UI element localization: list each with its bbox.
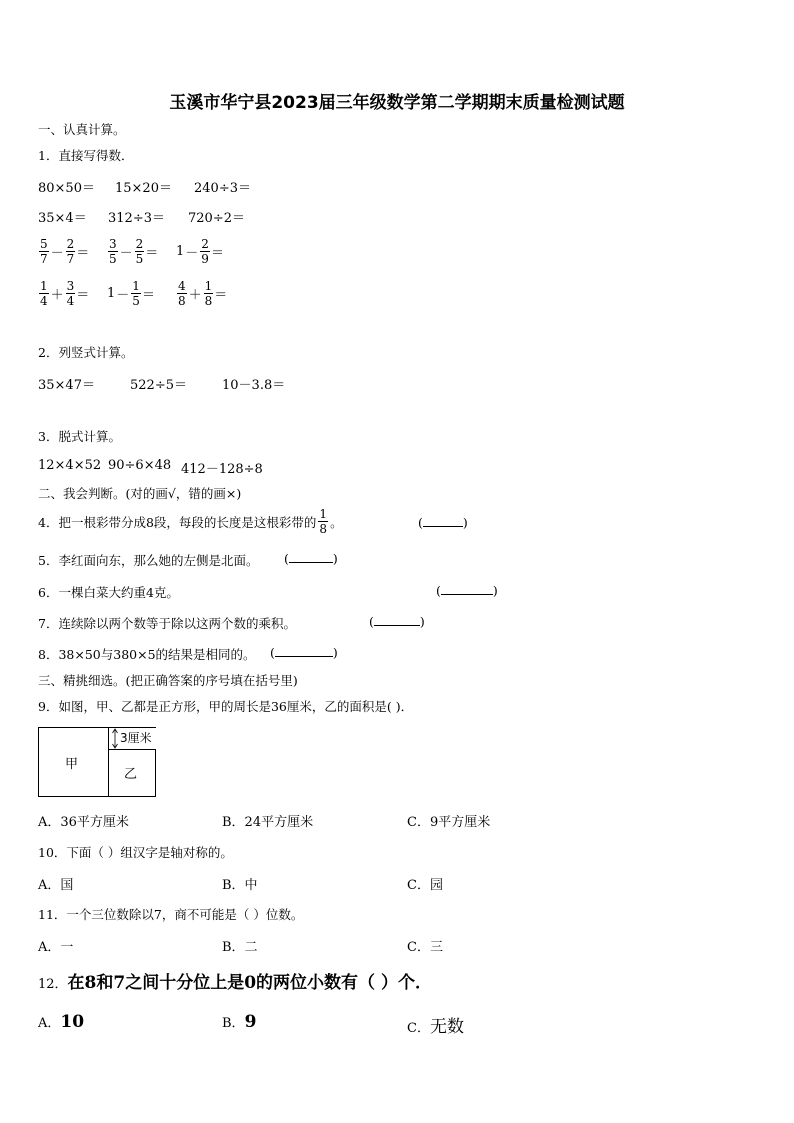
- q8-question: 8．38×50与380×5的结果是相同的。: [38, 647, 256, 662]
- dimension-label: 3厘米: [120, 731, 152, 745]
- q2-item: 10－3.8＝: [222, 378, 286, 393]
- q1-row2-item: 35×4＝: [38, 211, 87, 226]
- fraction: $\frac{1}{8}$: [319, 507, 328, 536]
- q1-row1-item: 240÷3＝: [194, 181, 251, 196]
- fraction: $\frac{1}{4}$: [40, 279, 48, 308]
- square-figure: [38, 724, 168, 800]
- q1-row2-item: 720÷2＝: [188, 211, 245, 226]
- fraction: $\frac{1}{8}$: [204, 279, 213, 308]
- q1-label: 1．直接写得数．: [38, 148, 134, 163]
- fraction: $\frac{1}{5}$: [132, 279, 140, 308]
- fraction: $\frac{4}{8}$: [178, 279, 186, 308]
- section3-heading: 三、精挑细选。(把正确答案的序号填在括号里): [38, 673, 298, 688]
- square-label-big: 甲: [65, 757, 79, 772]
- fraction: $\frac{2}{9}$: [201, 237, 209, 266]
- fraction: $\frac{5}{7}$: [40, 237, 48, 266]
- q3-label: 3．脱式计算。: [38, 429, 121, 444]
- q1-row1-item: 15×20＝: [115, 181, 172, 196]
- fraction: $\frac{3}{5}$: [109, 237, 117, 266]
- answer-blank[interactable]: ( ): [369, 614, 425, 629]
- answer-blank[interactable]: ( ): [284, 551, 338, 566]
- option-b[interactable]: B．24平方厘米: [222, 815, 314, 830]
- q1-fraction-expression: $\frac{5}{7}$ － $\frac{2}{7}$ ＝: [40, 237, 90, 266]
- q4-question: 4．把一根彩带分成8段，每段的长度是这根彩带的 $\frac{1}{8}$ 。: [38, 507, 343, 536]
- option-a[interactable]: A．一: [38, 940, 74, 955]
- q7-question: 7．连续除以两个数等于除以这两个数的乘积。: [38, 616, 296, 631]
- q3-item: 412－128÷8: [181, 462, 263, 477]
- square-label-small: 乙: [124, 767, 138, 782]
- option-c[interactable]: C． 无数: [407, 1017, 464, 1037]
- q11-question: 11．一个三位数除以7，商不可能是（ ）位数。: [38, 907, 304, 922]
- q2-item: 522÷5＝: [130, 378, 187, 393]
- q5-question: 5．李红面向东，那么她的左侧是北面。: [38, 553, 259, 568]
- answer-blank[interactable]: ( ): [418, 515, 468, 530]
- answer-blank[interactable]: ( ): [270, 645, 338, 660]
- q3-item: 90÷6×48: [108, 458, 172, 473]
- q1-fraction-expression: $\frac{1}{4}$ ＋ $\frac{3}{4}$ ＝: [40, 279, 90, 308]
- fraction: $\frac{2}{5}$: [135, 237, 144, 266]
- q10-question: 10．下面（ ）组汉字是轴对称的。: [38, 845, 233, 860]
- q2-label: 2．列竖式计算。: [38, 345, 134, 360]
- q1-row1-item: 80×50＝: [38, 181, 95, 196]
- fraction: $\frac{3}{4}$: [66, 279, 75, 308]
- option-a[interactable]: A．36平方厘米: [38, 815, 129, 830]
- fraction: $\frac{2}{7}$: [66, 237, 75, 266]
- q6-question: 6．一棵白菜大约重4克。: [38, 585, 179, 600]
- option-b[interactable]: B．中: [222, 878, 258, 893]
- q1-fraction-expression: $\frac{3}{5}$ － $\frac{2}{5}$ ＝: [109, 237, 159, 266]
- option-a[interactable]: A． 10: [38, 1012, 85, 1032]
- answer-blank[interactable]: ( ): [436, 583, 498, 598]
- q1-fraction-expression: $\frac{4}{8}$ ＋ $\frac{1}{8}$ ＝: [178, 279, 228, 308]
- q1-row2-item: 312÷3＝: [108, 211, 165, 226]
- option-c[interactable]: C．园: [407, 878, 443, 893]
- option-b[interactable]: B．二: [222, 940, 258, 955]
- option-b[interactable]: B． 9: [222, 1012, 257, 1032]
- q2-item: 35×47＝: [38, 378, 95, 393]
- option-c[interactable]: C．9平方厘米: [407, 815, 491, 830]
- q1-fraction-expression: 1 － $\frac{2}{9}$ ＝: [176, 237, 224, 266]
- option-a[interactable]: A．国: [38, 878, 74, 893]
- q12-question: 12． 在8和7之间十分位上是0的两位小数有（ ）个．: [38, 973, 432, 993]
- q9-question: 9．如图，甲、乙都是正方形，甲的周长是36厘米，乙的面积是( )．: [38, 699, 414, 714]
- page-title: 玉溪市华宁县2023届三年级数学第二学期期末质量检测试题: [169, 93, 625, 113]
- section2-heading: 二、我会判断。(对的画√，错的画×): [38, 486, 242, 501]
- option-c[interactable]: C．三: [407, 940, 443, 955]
- q1-fraction-expression: 1 － $\frac{1}{5}$ ＝: [107, 279, 155, 308]
- section1-heading: 一、认真计算。: [38, 122, 126, 137]
- q3-item: 12×4×52: [38, 458, 102, 473]
